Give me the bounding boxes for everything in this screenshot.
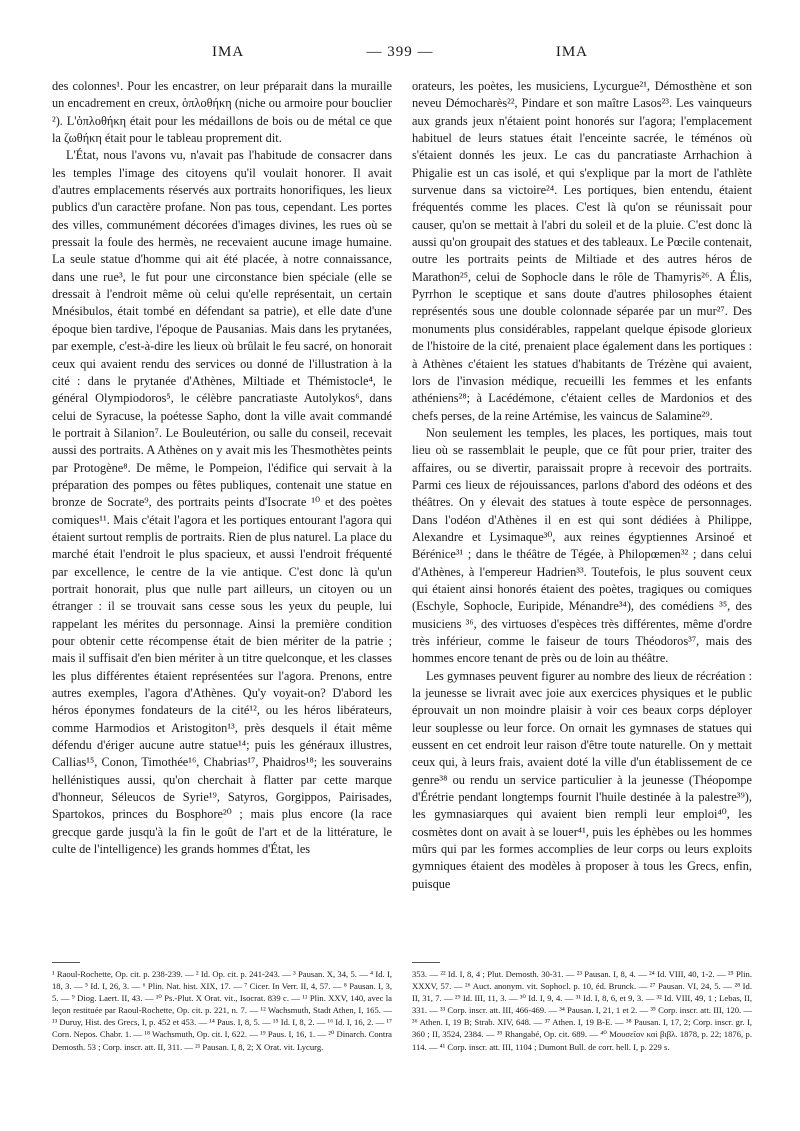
footnote-divider bbox=[52, 962, 80, 963]
footnote-text: 353. — ²² Id. I, 8, 4 ; Plut. Demosth. 30-31. — ²³ Pausan. I, 8, 4. — ²⁴ Id. VIII, 40, 1-2. — ²⁵ Plin. XXXV, 57. — ²⁶ Auct. anonym. vit. Sophocl. p. 10, éd. Brunck. — ²⁷ Pausan. VI, 24, 5. — ²⁸ Id. II, 31, 7. — ²⁹ Id. III, 11, 3. — ³⁰ Id. I, 9, 4. — ³¹ Id. I, 8, 6, et 9, 3. — ³² Id. VIII, 49, 1 ; Lebas, II, 331. — ³³ Corp. inscr. att. III, 466-469. — ³⁴ Pausan. I, 21, 1 et 2. — ³⁵ Corp. inscr. att. III, 120. — ³⁶ Athen. I, 19 B; Strab. XIV, 648. — ³⁷ Athen. I, 19 B-E. — ³⁸ Pausan. I, 17, 2; Corp. inscr. gr. I, 360 ; II, 3524, 2384. — ³⁹ Rhangabé, Op. cit. 689. — ⁴⁰ Μουσεῖον καὶ βιβλ. 1878, p. 22; 1876, p. 114. — ⁴¹ Corp. inscr. att. III, 1104 ; Dumont Bull. de corr. hell. I, p. 229 s. bbox=[412, 969, 752, 1052]
paragraph: Non seulement les temples, les places, les portiques, mais tout lieu où se rassemblait le peuple, que ce fût pour prier, traiter des affaires, ou se divertir, paraissait propre à recevoir des portraits. Parmi ces lieux de réjouissances, parlons d'abord des odéons et des théâtres. On y élevait des statues à toute espèce de personnages. Dans l'odéon d'Athènes il en est qui sont dédiées à Philippe, Alexandre et Lysimaque³⁰, aux reines égyptiennes Arsinoé et Bérénice³¹ ; dans le théâtre de Tégée, à Philopœmen³² ; dans celui d'Athènes, à l'empereur Hadrien³³. Toutefois, le plus souvent ceux qui étaient ainsi honorés étaient des poètes, tragiques ou comiques (Eschyle, Sophocle, Euripide, Ménandre³⁴), des comédiens ³⁵, des musiciens ³⁶, des virtuoses d'espèces très différentes, même d'ordre très inférieur, comme le faiseur de tours Théodoros³⁷, mais des hommes encore tenant de près ou de loin au théâtre. bbox=[412, 425, 752, 666]
paragraph: orateurs, les poètes, les musiciens, Lycurgue²¹, Démosthène et son neveu Démocharès²², Pindare et son maître Lasos²³. Les vainqueurs aux grands jeux n'étaient point honorés sur l'agora; l'emplacement habituel de leurs statues était l'enceinte sacrée, le téménos où s'étaient donnés les jeux. Le cas du pancratiaste Arrhachion à Phigalie est un cas isolé, et qui s'explique par la mort de l'athlète survenue dans sa victoire²⁴. Les portiques, bien entendu, étaient fréquentés comme les places. C'est là qu'on se réunissait pour causer, qu'on se mettait à l'abri du soleil et de la pluie. C'est donc là aussi qu'on groupait des statues et des tableaux. Le Pœcile contenait, outre les portraits peints de Miltiade et des autres héros de Marathon²⁵, celui de Sophocle dans le rôle de Thamyris²⁶. A Élis, Pyrrhon le sceptique et sans doute d'autres philosophes étaient représentés sous une double colonnade séparée par un mur²⁷. Des monuments plus considérables, rappelant quelque épisode glorieux de l'histoire de la cité, prenaient place également dans les portiques : à Athènes c'étaient les statues d'habitants de Trézène qui avaient, lors de l'invasion médique, recueilli les femmes et les enfants athéniens²⁸; à Lacédémone, c'étaient celles de Mardonios et des chefs perses, de la reine Artémise, les vaincus de Salamine²⁹. bbox=[412, 79, 752, 423]
running-header bbox=[52, 44, 748, 66]
footnotes-right bbox=[412, 968, 752, 1053]
paragraph: Les gymnases peuvent figurer au nombre des lieux de récréation : la jeunesse se livrait avec joie aux exercices physiques et le public éprouvait un non moindre plaisir à voir ces beaux corps déployer leur souplesse ou leur force. On ornait les gymnases de statues qui eussent en cet endroit leur raison d'être toute naturelle. On y mettait ceux qui, à leurs frais, avaient doté la ville d'un établissement de ce genre³⁸ ou rendu un service particulier à la jeunesse (Théopompe d'Érétrie pendant longtemps fournit l'huile destinée à la palestre³⁹), les gymnasiarques qui avaient bien rempli leur emploi⁴⁰, les cosmètes dont on avait à se louer⁴¹, puis les éphèbes ou les hommes mûrs qui par les formes accomplies de leur corps ou leurs exploits gymniques étaient des modèles à proposer à tous les Grecs, enfin, puisque bbox=[412, 668, 752, 891]
header-right-title: IMA bbox=[555, 44, 588, 60]
paragraph: des colonnes¹. Pour les encastrer, on leur préparait dans la muraille un encadrement en creux, ὁπλοθήκη (niche ou armoire pour bouclier ²). L'ὁπλοθήκη était pour les médaillons de bois ou de métal ce que la ζωθήκη était pour le tableau proprement dit. bbox=[52, 79, 392, 146]
page-number: — 399 — bbox=[366, 44, 434, 60]
footnote-text: ¹ Raoul-Rochette, Op. cit. p. 238-239. — ² Id. Op. cit. p. 241-243. — ³ Pausan. X, 34, 5. — ⁴ Id. I, 18, 3. — ⁵ Id. I, 26, 3. — ⁶ Plin. Nat. hist. XIX, 17. — ⁷ Cicer. In Verr. II, 4, 57. — ⁸ Pausan. I, 3, 5. — ⁹ Diog. Laert. II, 43. — ¹⁰ Ps.-Plut. X Orat. vit., Isocrat. 839 c. — ¹¹ Plin. XXV, 140, avec la leçon restituée par Raoul-Rochette, Op. cit. p. 221, n. 7. — ¹² Wachsmuth, Stadt Athen, I, 165. — ¹³ Duruy, Hist. des Grecs, I, p. 452 et 453. — ¹⁴ Paus. I, 8, 5. — ¹⁵ Id. I, 8, 2. — ¹⁶ Id. I, 16, 2. — ¹⁷ Corn. Nepos. Chabr. 1. — ¹⁸ Wachsmuth, Op. cit. I, 622. — ¹⁹ Paus. I, 16, 1. — ²⁰ Dinarch. Contra Demosth. 53 ; Corp. inscr. att. II, 311. — ²¹ Pausan. I, 8, 2; X Orat. vit. Lycurg. bbox=[52, 969, 392, 1052]
footnotes-left bbox=[52, 968, 392, 1053]
left-text-column bbox=[52, 78, 392, 858]
header-left-title: IMA bbox=[212, 44, 245, 60]
right-text-column bbox=[412, 78, 752, 893]
paragraph: L'État, nous l'avons vu, n'avait pas l'habitude de consacrer dans les temples l'image des citoyens qu'il voulait honorer. Il avait d'autres emplacements réservés aux portraits honorifiques, les lieux publics d'un caractère profane. Non pas tous, cependant. Les portes des villes, communément décorées d'images divines, les rues où se pressait la foule des hermès, ne recevaient aucune image humaine. La seule statue d'homme qui ait été placée, à notre connaissance, dans une rue³, le fut pour une circonstance bien spéciale (elle se dressait à l'endroit même où celui qu'elle représentait, un certain Mnésibulos, était tombé en défendant sa patrie), et elle date d'une époque bien tardive, l'époque de Pausanias. Mais dans les prytanées, par exemple, c'est-à-dire les lieux où brûlait le feu sacré, on honorait ceux qui avaient rendu des services ou donné de l'illustration à la cité : dans le prytanée d'Athènes, Miltiade et Thémistocle⁴, le général Olympiodoros⁵, le célèbre pancratiaste Autolykos⁶, dans celui de Syracuse, la poétesse Sapho, dont la ville avait commandé le portrait à Silanion⁷. Le Bouleutérion, ou salle du conseil, recevait aussi des portraits. A Athènes on y avait mis les Thesmothètes peints par Protogène⁸. De même, le Pompeion, l'édifice qui servait à la préparation des pompes ou fêtes publiques, contenait une statue en bronze de Socrate⁹, des portraits peints d'Isocrate ¹⁰ et des poètes comiques¹¹. Mais c'était l'agora et les portiques entourant l'agora qui étaient surtout remplis de portraits. Rien de plus naturel. La place du marché était l'endroit le plus spacieux, et aussi l'endroit fréquenté par excellence, le centre de la vie antique. C'est donc là qu'un portrait honorait, plus que nulle part ailleurs, un citoyen ou un étranger : il se trouvait sans cesse sous les yeux du peuple, lui rappelant les mérites du personnage. Ainsi la première condition pour obtenir cette récompense était de bien mériter de la patrie ; mais il suffisait d'en bien mériter à un titre quelconque, et les classes les plus différentes étaient représentées sur l'agora. Prenons, entre autres exemples, l'agora d'Athènes. Qu'y voyait-on? D'abord les héros éponymes fondateurs de la cité¹², ou les héros libérateurs, comme Harmodios et Aristogiton¹³, près desquels il était même défendu d'ériger aucune autre statue¹⁴; puis les généraux illustres, Callias¹⁵, Conon, Timothée¹⁶, Chabrias¹⁷, Phaidros¹⁸; les souverains hellénistiques aussi, qu'on cherchait à flatter par cette marque d'honneur, Séleucos de Syrie¹⁹, Satyros, Gorgippos, Pairisades, Spartokos, princes du Bosphore²⁰ ; mais plus encore (la race grecque garde jusqu'à la fin le goût de l'art et de la littérature, le culte de l'intelligence) les grands hommes d'État, les bbox=[52, 148, 392, 857]
footnote-divider bbox=[412, 962, 440, 963]
